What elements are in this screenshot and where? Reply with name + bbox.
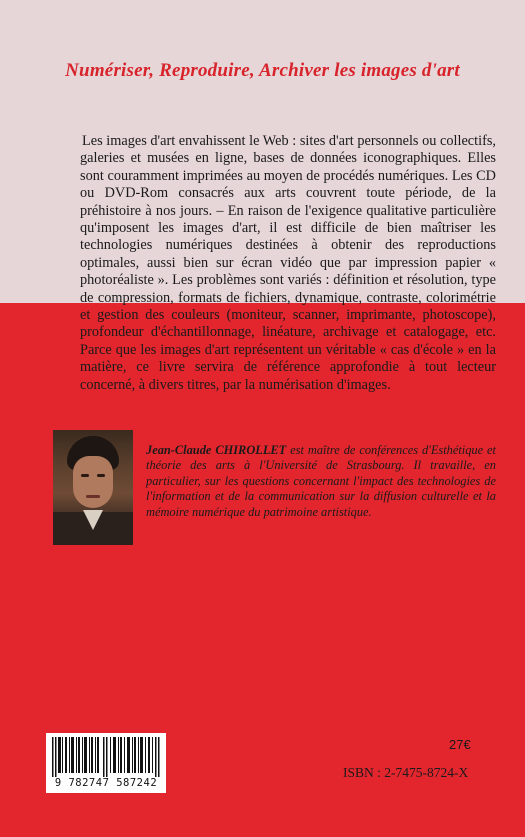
barcode-digits: 9 782747 587242 [54, 777, 158, 789]
author-photo [53, 430, 133, 545]
author-bio [146, 443, 496, 520]
author-name: Jean-Claude CHIROLLET [146, 443, 287, 457]
isbn: ISBN : 2-7475-8724-X [343, 765, 469, 780]
barcode [46, 733, 166, 793]
barcode-bars [52, 737, 160, 777]
author-bio-text: est maître de conférences d'Esthétique et théorie des arts à l'Université de Strasbourg. Il travaille, en particulier, sur les questions concernant l'impact des technologies de l'information et de la communication sur la diffusion culturelle et la mémoire numérique du patrimoine artistique. [146, 443, 496, 519]
price: 27€ [449, 737, 471, 752]
cover-title: Numériser, Reproduire, Archiver les images d'art [65, 60, 460, 81]
cover-blurb: Les images d'art envahissent le Web : sites d'art personnels ou collectifs, galeries et musées en ligne, bases de données iconographiques. Elles sont couramment imprimées au moyen de procédés numériques. Les CD ou DVD-Rom consacrés aux arts couvrent toute période, de la préhistoire à nos jours. – En raison de l'exigence qualitative particulière qu'imposent les images d'art, il est difficile de bien maîtriser les technologies numériques destinées à obtenir des reproductions optimales, aussi bien sur écran vidéo que par impression papier « photoréaliste ». Les problèmes sont variés : définition et résolution, type de compression, formats de fichiers, dynamique, contraste, colorimétrie et gestion des couleurs (moniteur, scanner, imprimante, photoscope), profondeur d'échantillonnage, linéature, archivage et catalogage, etc. Parce que les images d'art représentent un véritable « cas d'école » en la matière, ce livre servira de référence approfondie à tout lecteur concerné, à divers titres, par la numérisation d'images. [80, 133, 496, 393]
